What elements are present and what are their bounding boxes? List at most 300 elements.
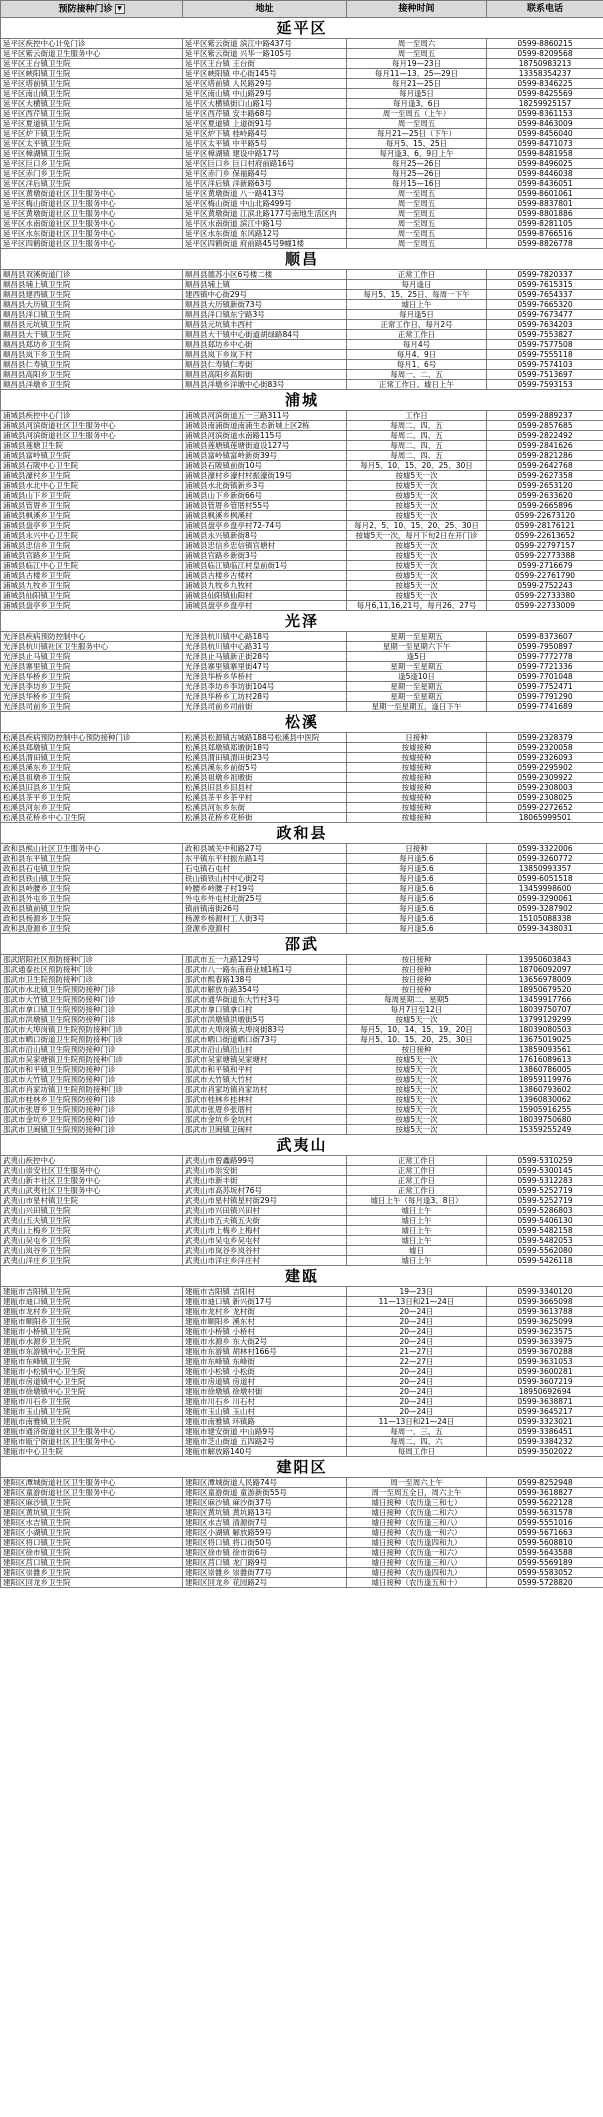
table-row: [1, 813, 603, 823]
address-cell: 邵武市通华街道东大竹村3号: [183, 995, 347, 1005]
clinic-cell: 顺昌县大干镇卫生院: [1, 330, 183, 340]
time-cell: 正常工作日、墟日上午: [347, 380, 487, 390]
time-cell: 每月逢5.6: [347, 874, 487, 884]
phone-cell: 0599-2889237: [487, 411, 603, 421]
address-cell: 武夷山市曾鑫路99号: [183, 1156, 347, 1166]
phone-cell: 0599-3670288: [487, 1347, 603, 1357]
table-row: [1, 1236, 603, 1246]
table-row: [1, 441, 603, 451]
phone-cell: 0599-2653120: [487, 481, 603, 491]
clinic-cell: 浦城县仙阳镇卫生院: [1, 591, 183, 601]
phone-cell: 0599-8496025: [487, 159, 603, 169]
phone-cell: 13656978009: [487, 975, 603, 985]
phone-cell: 0599-5608810: [487, 1538, 603, 1548]
clinic-cell: 松溪县旧县乡卫生院: [1, 783, 183, 793]
section-header-row: [1, 934, 603, 955]
phone-cell: 18706092097: [487, 965, 603, 975]
clinic-cell: 武夷山岚谷乡卫生院: [1, 1246, 183, 1256]
address-cell: 建阳区水吉镇 清源街7号: [183, 1518, 347, 1528]
phone-cell: 0599-8446038: [487, 169, 603, 179]
phone-cell: 0599-3386451: [487, 1427, 603, 1437]
clinic-cell: 邵武市卫闽镇卫生院预防接种门诊: [1, 1125, 183, 1135]
time-cell: 每月逢5日: [347, 89, 487, 99]
section-header-row: [1, 249, 603, 270]
clinic-cell: 武夷山上梅乡卫生院: [1, 1226, 183, 1236]
table-row: [1, 1025, 603, 1035]
time-cell: 按墟5天一次: [347, 481, 487, 491]
address-cell: 顺昌县洋口镇东宁路3号: [183, 310, 347, 320]
clinic-cell: 顺昌县高阳乡卫生院: [1, 370, 183, 380]
clinic-cell: 延平区炉下镇卫生院: [1, 129, 183, 139]
address-cell: 光泽县杭川镇中心路18号: [183, 632, 347, 642]
table-row: [1, 1538, 603, 1548]
address-cell: 建瓯市建安街道 中山路9号: [183, 1427, 347, 1437]
address-cell: 建阳区潭城街道人民路74号: [183, 1478, 347, 1488]
address-cell: 建瓯市芝山街道 五四路2号: [183, 1437, 347, 1447]
table-row: [1, 290, 603, 300]
phone-cell: 0599-3633975: [487, 1337, 603, 1347]
time-cell: 每月5、15、25日、每周一下午: [347, 290, 487, 300]
clinic-cell: 建阳区小湖镇卫生院: [1, 1528, 183, 1538]
time-cell: 每月21—25日（下午）: [347, 129, 487, 139]
clinic-cell: 顺昌县仁寿镇卫生院: [1, 360, 183, 370]
clinic-cell: 延平区太平镇卫生院: [1, 139, 183, 149]
phone-cell: 0599-22673120: [487, 511, 603, 521]
address-cell: 邵武市吴家塘镇吴家塘村: [183, 1055, 347, 1065]
phone-cell: 0599-7701048: [487, 672, 603, 682]
clinic-cell: 松溪县花桥乡中心卫生院: [1, 813, 183, 823]
address-cell: 松溪县花桥乡花桥街: [183, 813, 347, 823]
clinic-cell: 建瓯市玉山镇卫生院: [1, 1407, 183, 1417]
address-cell: 邵武市大埠岗镇大埠岗街83号: [183, 1025, 347, 1035]
clinic-cell: 邵武通泰社区预防接种门诊: [1, 965, 183, 975]
address-cell: 顺昌县大干镇中心街道胡绿路84号: [183, 330, 347, 340]
table-row: [1, 239, 603, 249]
phone-cell: 0599-7593153: [487, 380, 603, 390]
table-row: [1, 451, 603, 461]
phone-cell: 0599-7791290: [487, 692, 603, 702]
table-row: [1, 1337, 603, 1347]
phone-cell: 0599-7721336: [487, 662, 603, 672]
phone-cell: 0599-6051518: [487, 874, 603, 884]
phone-cell: 0599-7665320: [487, 300, 603, 310]
clinic-cell: 建阳区水吉镇卫生院: [1, 1518, 183, 1528]
table-row: [1, 1166, 603, 1176]
time-cell: 每周二、四、五: [347, 441, 487, 451]
clinic-cell: 浦城县管厝乡卫生院: [1, 501, 183, 511]
time-cell: 按墟5天一次: [347, 471, 487, 481]
phone-cell: 0599-3260772: [487, 854, 603, 864]
time-cell: 按墟5天一次: [347, 561, 487, 571]
table-row: [1, 189, 603, 199]
time-cell: 按日接种: [347, 985, 487, 995]
phone-cell: 0599-5310259: [487, 1156, 603, 1166]
phone-cell: 0599-2752243: [487, 581, 603, 591]
clinic-cell: 松溪县渭田镇卫生院: [1, 753, 183, 763]
clinic-cell: 浦城县富岭镇卫生院: [1, 451, 183, 461]
address-cell: 顺昌县岚下乡岚下村: [183, 350, 347, 360]
clinic-cell: 浦城县河滨街道社区卫生服务中心: [1, 421, 183, 431]
address-cell: 浦城县莲塘镇莲塘街道设127号: [183, 441, 347, 451]
address-cell: 延平区峡阳镇 中心街145号: [183, 69, 347, 79]
table-row: [1, 49, 603, 59]
phone-cell: 13799129299: [487, 1015, 603, 1025]
clinic-cell: 顺昌县大历镇卫生院: [1, 300, 183, 310]
address-cell: 邵武市晒口街道晒口街73号: [183, 1035, 347, 1045]
time-cell: 按墟接种: [347, 783, 487, 793]
address-cell: 武夷山市洋庄乡洋庄村: [183, 1256, 347, 1266]
address-cell: 石屯镇石屯村: [183, 864, 347, 874]
phone-cell: 0599-2627358: [487, 471, 603, 481]
address-cell: 顺昌县仁寿镇仁寿街: [183, 360, 347, 370]
clinic-cell: 邵武市晒口街道卫生院预防接种门诊: [1, 1035, 183, 1045]
table-row: [1, 1488, 603, 1498]
table-row: [1, 511, 603, 521]
time-cell: 周一至周五: [347, 209, 487, 219]
table-row: [1, 69, 603, 79]
clinic-cell: 武夷山市星村镇卫生院: [1, 1196, 183, 1206]
address-cell: 武夷山市岚谷乡岚谷村: [183, 1246, 347, 1256]
table-row: [1, 1578, 603, 1588]
time-cell: 每周一、二、五: [347, 370, 487, 380]
address-cell: 延平区水东街道 东风路12号: [183, 229, 347, 239]
table-row: [1, 461, 603, 471]
clinic-cell: 浦城县疾控中心门诊: [1, 411, 183, 421]
time-cell: 墟日接种（农历逢三和八）: [347, 1518, 487, 1528]
clinic-cell: 光泽县寨里镇卫生院: [1, 662, 183, 672]
table-row: [1, 330, 603, 340]
address-cell: 武夷山市崇安街: [183, 1166, 347, 1176]
phone-cell: 0599-5300145: [487, 1166, 603, 1176]
phone-cell: 0599-22761790: [487, 571, 603, 581]
address-cell: 松溪县茶平乡茶平村: [183, 793, 347, 803]
clinic-cell: 武夷山武夷社区卫生服务中心: [1, 1186, 183, 1196]
phone-cell: 0599-3665098: [487, 1297, 603, 1307]
clinic-cell: 邵武市和平镇卫生院预防接种门诊: [1, 1065, 183, 1075]
table-row: [1, 79, 603, 89]
table-row: [1, 844, 603, 854]
time-cell: 每月逢5.6: [347, 854, 487, 864]
time-cell: 每月15—16日: [347, 179, 487, 189]
clinic-cell: 延平区水南街道社区卫生服务中心: [1, 219, 183, 229]
table-row: [1, 1478, 603, 1488]
time-cell: 周一至周五（上午）: [347, 109, 487, 119]
time-cell: 墟日: [347, 1246, 487, 1256]
phone-cell: 18039750707: [487, 1005, 603, 1015]
table-row: [1, 965, 603, 975]
clinic-cell: 光泽县杭川镇社区卫生服务中心: [1, 642, 183, 652]
time-cell: 11—13日和21—24日: [347, 1417, 487, 1427]
table-row: [1, 672, 603, 682]
address-cell: 延平区王台镇 王台街: [183, 59, 347, 69]
phone-cell: 0599-7772778: [487, 652, 603, 662]
phone-cell: 0599-8801886: [487, 209, 603, 219]
time-cell: 每月5、15、25日: [347, 139, 487, 149]
time-cell: 墟日接种（农历逢一和六）: [347, 1528, 487, 1538]
phone-cell: 15905916255: [487, 1105, 603, 1115]
phone-cell: 0599-3618827: [487, 1488, 603, 1498]
time-cell: 每周二、四、五: [347, 431, 487, 441]
address-cell: 浦城县临江镇临江村皇前街1号: [183, 561, 347, 571]
address-cell: 建瓯市水源乡 东大街2号: [183, 1337, 347, 1347]
clinic-cell: 浦城县盘亭乡卫生院: [1, 521, 183, 531]
time-cell: 正常工作日、每月2号: [347, 320, 487, 330]
section-title: 浦城: [1, 390, 603, 411]
table-row: [1, 975, 603, 985]
clinic-cell: 建瓯市龙村乡卫生院: [1, 1307, 183, 1317]
address-cell: 松溪县松源镇古城路188号松溪县中医院: [183, 733, 347, 743]
table-row: [1, 219, 603, 229]
clinic-cell: 建瓯市顺阳乡卫生院: [1, 1317, 183, 1327]
phone-cell: 0599-2822492: [487, 431, 603, 441]
time-cell: 每月逢日: [347, 280, 487, 290]
clinic-cell: 武夷山五夫镇卫生院: [1, 1216, 183, 1226]
phone-cell: 0599-2308003: [487, 783, 603, 793]
time-cell: 日接种: [347, 733, 487, 743]
table-row: [1, 1015, 603, 1025]
time-cell: 按墟5天一次，每月下旬2日在开门诊: [347, 531, 487, 541]
section-title: 光泽: [1, 611, 603, 632]
clinic-cell: 浦城县忠信乡卫生院: [1, 541, 183, 551]
table-row: [1, 431, 603, 441]
clinic-cell: 邵武市卫生院预防接种门诊: [1, 975, 183, 985]
time-cell: 按墟5天一次: [347, 511, 487, 521]
phone-cell: 13860786005: [487, 1065, 603, 1075]
table-row: [1, 753, 603, 763]
table-row: [1, 1045, 603, 1055]
time-cell: 按墟接种: [347, 773, 487, 783]
table-row: [1, 89, 603, 99]
phone-cell: 0599-3625099: [487, 1317, 603, 1327]
phone-cell: 0599-3607219: [487, 1377, 603, 1387]
table-row: [1, 652, 603, 662]
phone-cell: 15105088338: [487, 914, 603, 924]
clinic-cell: 顺昌县洋墩乡卫生院: [1, 380, 183, 390]
time-cell: 周一至周五: [347, 199, 487, 209]
time-cell: 墟日上午: [347, 1206, 487, 1216]
time-cell: 按墟5天一次: [347, 581, 487, 591]
clinic-cell: 顺昌县岚下乡卫生院: [1, 350, 183, 360]
address-cell: 延平区紫云街道 兴华一路105号: [183, 49, 347, 59]
phone-cell: 0599-5286803: [487, 1206, 603, 1216]
phone-cell: 13860793602: [487, 1085, 603, 1095]
table-row: [1, 1307, 603, 1317]
clinic-cell: 建瓯市徐墩镇中心卫生院: [1, 1387, 183, 1397]
table-row: [1, 1125, 603, 1135]
time-cell: 20—24日: [347, 1397, 487, 1407]
address-cell: 建阳区将口镇 将口街50号: [183, 1538, 347, 1548]
time-cell: 墟日接种（农历逢四和九）: [347, 1568, 487, 1578]
address-cell: 光泽县华桥乡华桥村: [183, 672, 347, 682]
phone-cell: 0599-8456040: [487, 129, 603, 139]
clinic-cell: 邵武市金坑乡卫生院预防接种门诊: [1, 1115, 183, 1125]
address-cell: 松溪县溪东乡前街5号: [183, 763, 347, 773]
table-row: [1, 733, 603, 743]
table-row: [1, 914, 603, 924]
clinic-cell: 邵武市洪墩镇卫生院预防接种门诊: [1, 1015, 183, 1025]
address-cell: 浦城县枫溪乡枫溪村: [183, 511, 347, 521]
table-row: [1, 1367, 603, 1377]
phone-cell: 13459998600: [487, 884, 603, 894]
phone-cell: 0599-5312283: [487, 1176, 603, 1186]
phone-cell: 0599-8346225: [487, 79, 603, 89]
table-row: [1, 340, 603, 350]
phone-cell: 0599-7950897: [487, 642, 603, 652]
clinic-cell: 延平区黄墩街道社区卫生服务中心: [1, 189, 183, 199]
phone-cell: 0599-5622128: [487, 1498, 603, 1508]
time-cell: 墟日接种（农历逢五和十）: [347, 1578, 487, 1588]
phone-cell: 0599-5728820: [487, 1578, 603, 1588]
clinic-cell: 建瓯市中心卫生院: [1, 1447, 183, 1457]
clinic-cell: 政和县铁山镇卫生院: [1, 874, 183, 884]
table-row: [1, 793, 603, 803]
table-row: [1, 179, 603, 189]
phone-cell: 0599-3645217: [487, 1407, 603, 1417]
address-cell: 延平区梅山街道 中山北路499号: [183, 199, 347, 209]
address-cell: 延平区炉下镇 桂岭路4号: [183, 129, 347, 139]
time-cell: 墟日上午（每月逢3、8日）: [347, 1196, 487, 1206]
phone-cell: 13358354237: [487, 69, 603, 79]
clinic-cell: 武夷山崇安社区卫生服务中心: [1, 1166, 183, 1176]
address-cell: 岭腰乡岭腰子村19号: [183, 884, 347, 894]
time-cell: 每月逢3、6、9日上午: [347, 149, 487, 159]
phone-cell: 0599-5551016: [487, 1518, 603, 1528]
time-cell: 按墟5天一次: [347, 1085, 487, 1095]
address-cell: 邵武市洪墩镇洪墩街5号: [183, 1015, 347, 1025]
table-row: [1, 1065, 603, 1075]
time-cell: 周一至周六上午: [347, 1478, 487, 1488]
clinic-cell: 建瓯市迪口镇卫生院: [1, 1297, 183, 1307]
phone-cell: 0599-3322006: [487, 844, 603, 854]
table-row: [1, 1216, 603, 1226]
table-row: [1, 300, 603, 310]
address-cell: 建瓯市川石乡 川石村: [183, 1397, 347, 1407]
table-row: [1, 169, 603, 179]
address-cell: 建西镇中心街29号: [183, 290, 347, 300]
section-title: 顺昌: [1, 249, 603, 270]
clinic-cell: 武夷山新丰社区卫生服务中心: [1, 1176, 183, 1186]
table-row: [1, 481, 603, 491]
time-cell: 按墟5天一次: [347, 1075, 487, 1085]
clinic-cell: 延平区四鹤街道社区卫生服务中心: [1, 239, 183, 249]
table-row: [1, 270, 603, 280]
address-cell: 邵武市肖家坊镇肖家坊村: [183, 1085, 347, 1095]
time-cell: 正常工作日: [347, 1186, 487, 1196]
time-cell: 每月逢3、6日: [347, 99, 487, 109]
phone-cell: 0599-8481958: [487, 149, 603, 159]
address-cell: 建瓯市小桥镇 小桥村: [183, 1327, 347, 1337]
address-cell: 浦城县九牧乡九牧村: [183, 581, 347, 591]
clinic-cell: 延平区大横镇卫生院: [1, 99, 183, 109]
phone-cell: 0599-2272652: [487, 803, 603, 813]
table-row: [1, 1156, 603, 1166]
table-row: [1, 1427, 603, 1437]
address-cell: 延平区大横镇街口山路1号: [183, 99, 347, 109]
phone-cell: 0599-2665896: [487, 501, 603, 511]
time-cell: 每月逢5.6: [347, 894, 487, 904]
clinic-cell: 建瓯市南雅镇卫生院: [1, 1417, 183, 1427]
table-row: [1, 571, 603, 581]
address-cell: 浦城县富岭镇富岭新街39号: [183, 451, 347, 461]
time-cell: 每周星期二、星期5: [347, 995, 487, 1005]
filter-dropdown-icon[interactable]: ▼: [115, 4, 125, 14]
table-row: [1, 1377, 603, 1387]
address-cell: 松溪县祖墩乡祖墩街: [183, 773, 347, 783]
table-row: [1, 924, 603, 934]
time-cell: 每月2、5、10、15、20、25、30日: [347, 521, 487, 531]
header-clinic[interactable]: [1, 1, 183, 18]
time-cell: 按墟5天一次: [347, 571, 487, 581]
section-title: 政和县: [1, 823, 603, 844]
time-cell: 星期一至星期五: [347, 632, 487, 642]
address-cell: 武夷山市五夫镇五夫街: [183, 1216, 347, 1226]
clinic-cell: 建阳区将口镇卫生院: [1, 1538, 183, 1548]
time-cell: 20—24日: [347, 1377, 487, 1387]
clinic-cell: 武夷山兴田镇卫生院: [1, 1206, 183, 1216]
address-cell: 光泽县司前乡司前街: [183, 702, 347, 712]
table-row: [1, 1327, 603, 1337]
clinic-cell: 松溪县郑墩镇卫生院: [1, 743, 183, 753]
address-cell: 镇前镇南街26号: [183, 904, 347, 914]
address-cell: 浦城县山下乡新街66号: [183, 491, 347, 501]
time-cell: 按墟5天一次: [347, 1125, 487, 1135]
table-row: [1, 209, 603, 219]
phone-cell: 0599-5583052: [487, 1568, 603, 1578]
clinic-cell: 政和县熊山社区卫生服务中心: [1, 844, 183, 854]
table-row: [1, 1297, 603, 1307]
phone-cell: 0599-2328379: [487, 733, 603, 743]
phone-cell: 13850993357: [487, 864, 603, 874]
phone-cell: 0599-7553827: [487, 330, 603, 340]
address-cell: 建阳区莒口镇 龙门路9号: [183, 1558, 347, 1568]
phone-cell: 0599-3638871: [487, 1397, 603, 1407]
phone-cell: 0599-7577508: [487, 340, 603, 350]
time-cell: 按墟5天一次: [347, 591, 487, 601]
clinic-cell: 延平区梅山街道社区卫生服务中心: [1, 199, 183, 209]
time-cell: 周一至周五全日，周六上午: [347, 1488, 487, 1498]
address-cell: 邵武市桂林乡桂林村: [183, 1095, 347, 1105]
address-cell: 建瓯市东峰镇 东峰街: [183, 1357, 347, 1367]
time-cell: 20—24日: [347, 1327, 487, 1337]
address-cell: 延平区水南街道 滨江中路1号: [183, 219, 347, 229]
phone-cell: 13960830062: [487, 1095, 603, 1105]
header-phone: 联系电话: [487, 1, 603, 18]
address-cell: 建阳区徐市镇 徐市街6号: [183, 1548, 347, 1558]
time-cell: 每月逢5.6: [347, 884, 487, 894]
time-cell: 每月逢5.6: [347, 924, 487, 934]
table-row: [1, 1226, 603, 1236]
phone-cell: 0599-8436051: [487, 179, 603, 189]
address-cell: 浦城县南浦街道南浦生态新城上区2栋: [183, 421, 347, 431]
phone-cell: 0599-7513697: [487, 370, 603, 380]
table-row: [1, 763, 603, 773]
table-row: [1, 1548, 603, 1558]
section-header-row: [1, 18, 603, 39]
address-cell: 延平区太平镇 中平路5号: [183, 139, 347, 149]
clinic-cell: 顺昌县埔上镇卫生院: [1, 280, 183, 290]
address-cell: 浦城县河滨街道水南路115号: [183, 431, 347, 441]
address-cell: 建瓯市徐墩镇 徐墩村街: [183, 1387, 347, 1397]
phone-cell: 0599-3613788: [487, 1307, 603, 1317]
clinic-cell: 政和县澄源乡卫生院: [1, 924, 183, 934]
time-cell: 墟日接种（农历逢二和六）: [347, 1508, 487, 1518]
table-row: [1, 1256, 603, 1266]
phone-cell: 0599-8373607: [487, 632, 603, 642]
clinic-cell: 延平区樟湖镇卫生院: [1, 149, 183, 159]
table-row: [1, 59, 603, 69]
address-cell: 光泽县华桥乡工坊村28号: [183, 692, 347, 702]
clinic-cell: 邵武昭阳社区预防接种门诊: [1, 955, 183, 965]
